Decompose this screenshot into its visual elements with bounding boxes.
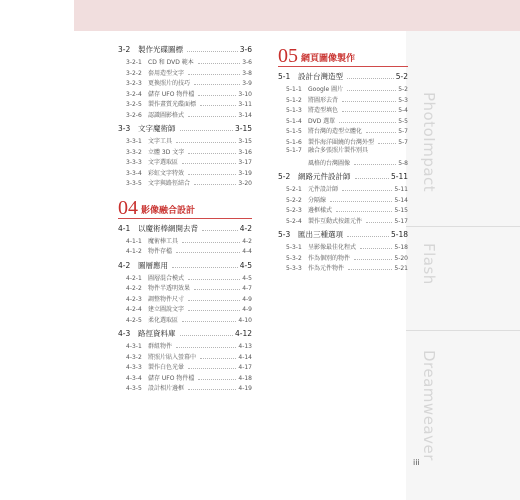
toc-entry[interactable] <box>118 109 252 120</box>
entry-title: 製作畫質光碟面標 <box>148 101 197 108</box>
dot-leader <box>176 245 240 253</box>
entry-number: 4-3-3 <box>126 364 142 371</box>
chapter-title: 網頁圖像製作 <box>301 54 356 64</box>
entry-number: 3-3-3 <box>126 159 142 166</box>
toc-entry[interactable] <box>118 98 252 109</box>
toc-entry[interactable] <box>118 77 252 88</box>
side-tab-flash: Flash <box>420 243 438 285</box>
toc-entry[interactable] <box>278 125 408 136</box>
toc-entry[interactable] <box>278 241 408 252</box>
entry-number: 5-1-4 <box>286 117 302 125</box>
dot-leader <box>194 77 240 85</box>
page-ref: 3-14 <box>238 111 252 119</box>
toc-entry[interactable] <box>278 204 408 215</box>
page-ref: 4-10 <box>238 316 252 324</box>
dot-leader <box>354 252 392 260</box>
toc-entry[interactable] <box>118 303 252 314</box>
entry-title: 元件設計師 <box>308 186 339 193</box>
section-number: 5-2 <box>278 172 291 181</box>
dot-leader <box>336 204 392 212</box>
entry-title: 魔術棒工具 <box>148 237 179 245</box>
dot-leader <box>188 361 236 369</box>
toc-entry[interactable] <box>118 382 252 393</box>
chapter-title: 影像融合設計 <box>141 205 196 216</box>
entry-title: 製作互動式按鈕元件 <box>308 217 363 225</box>
dot-leader <box>198 372 236 380</box>
entry-title: 文字工具 <box>148 138 173 145</box>
dot-leader <box>188 67 240 75</box>
dot-leader <box>360 241 392 249</box>
entry-number: 5-1-2 <box>286 96 302 104</box>
entry-number: 3-2-5 <box>126 101 142 108</box>
toc-entry[interactable] <box>118 235 252 246</box>
toc-entry[interactable] <box>278 136 408 147</box>
entry-number: 4-3-1 <box>126 343 142 350</box>
page-ref: 5-11 <box>394 186 408 193</box>
entry-number: 4-1-1 <box>126 237 142 245</box>
page-number: iii <box>413 458 420 467</box>
entry-number: 5-3-1 <box>286 244 302 251</box>
entry-title: 分隔線 <box>308 196 327 204</box>
toc-section[interactable] <box>278 171 408 183</box>
entry-title: Google 圖片 <box>308 86 344 93</box>
entry-title: 將照片貼入螢幕中 <box>148 353 197 361</box>
toc-entry[interactable] <box>118 314 252 325</box>
dot-leader <box>176 135 236 143</box>
entry-number: 3-3-2 <box>126 148 142 156</box>
dot-leader <box>172 260 238 268</box>
page-ref: 4-13 <box>238 343 252 350</box>
entry-title: 物件存檔 <box>148 248 173 255</box>
page-ref: 5-11 <box>390 172 408 181</box>
entry-title: 將圖形去背 <box>308 96 339 104</box>
chapter-heading <box>118 196 252 219</box>
section-title: 匯出三種選項 <box>298 230 343 239</box>
page-ref: 5-15 <box>394 207 408 214</box>
entry-title: 邊框樣式 <box>308 207 333 214</box>
entry-number: 3-3-5 <box>126 180 142 187</box>
entry-number: 4-2-1 <box>126 274 142 282</box>
dot-leader <box>188 272 240 280</box>
entry-number: 4-1-2 <box>126 248 142 255</box>
toc-entry[interactable] <box>118 56 252 67</box>
side-tab-photoimpact: PhotoImpact <box>420 92 438 193</box>
dot-leader <box>180 123 233 131</box>
page-ref: 5-18 <box>394 244 408 251</box>
dot-leader <box>348 262 392 270</box>
entry-title: 認識圖影格式 <box>148 111 185 119</box>
entry-number: 4-3-5 <box>126 385 142 392</box>
dot-leader <box>200 98 236 106</box>
page-ref: 3-8 <box>242 69 252 77</box>
entry-number: 5-1-5 <box>286 128 302 135</box>
page-ref: 5-20 <box>394 254 408 262</box>
entry-number: 5-2-3 <box>286 207 302 214</box>
page-ref: 4-14 <box>238 353 252 361</box>
toc-section[interactable] <box>278 71 408 83</box>
toc-right-column <box>278 36 408 273</box>
entry-number: 5-1-1 <box>286 86 302 93</box>
entry-number: 4-2-3 <box>126 295 142 303</box>
page-ref: 4-2 <box>239 223 252 233</box>
tab-divider <box>406 330 520 331</box>
page-ref: 5-17 <box>394 217 408 225</box>
toc-entry[interactable] <box>118 88 252 99</box>
section-title: 圖層應用 <box>138 260 168 270</box>
chapter-number: 04 <box>118 196 138 219</box>
entry-title: 彩虹文字特效 <box>148 169 185 177</box>
dot-leader <box>182 314 236 322</box>
entry-title: 建立圖說文字 <box>148 306 185 313</box>
page-ref: 4-17 <box>238 364 252 371</box>
section-number: 3-2 <box>118 45 131 54</box>
entry-number: 5-3-2 <box>286 254 302 262</box>
dot-leader <box>182 156 236 164</box>
page-ref: 3-9 <box>242 80 252 87</box>
toc-entry[interactable] <box>278 94 408 105</box>
toc-entry[interactable] <box>278 183 408 194</box>
toc-entry[interactable] <box>118 135 252 146</box>
entry-title: 將台灣的造型立體化 <box>308 128 363 135</box>
entry-number: 5-2-2 <box>286 196 302 204</box>
toc-entry[interactable] <box>278 146 408 157</box>
entry-number: 4-2-2 <box>126 285 142 292</box>
entry-number: 3-3-4 <box>126 169 142 177</box>
section-number: 3-3 <box>118 124 131 133</box>
entry-title: 呈影像最佳化程式 <box>308 244 357 251</box>
entry-number: 5-1-3 <box>286 107 302 114</box>
entry-number: 3-2-1 <box>126 59 142 66</box>
page-ref: 3-17 <box>238 159 252 166</box>
section-number: 4-1 <box>118 223 131 233</box>
page-ref: 3-6 <box>239 45 252 54</box>
entry-title: 圖層混合模式 <box>148 274 185 282</box>
page-ref: 5-18 <box>390 230 408 239</box>
toc-entry[interactable] <box>118 272 252 283</box>
toc-entry[interactable] <box>118 351 252 362</box>
dot-leader <box>342 94 396 102</box>
entry-title: 製作海洋圍繞的台灣外型 <box>308 138 375 146</box>
entry-number: 5-2-4 <box>286 217 302 225</box>
toc-entry[interactable] <box>278 104 408 115</box>
page-ref: 4-19 <box>238 385 252 392</box>
entry-title: 儲存 UFO 物件檔 <box>148 90 195 98</box>
page-ref: 5-7 <box>398 138 408 146</box>
toc-section[interactable] <box>118 44 252 56</box>
entry-title: 製作白色光暈 <box>148 364 185 371</box>
entry-title: 作為元件物件 <box>308 265 345 272</box>
entry-number: 3-2-3 <box>126 80 142 87</box>
page-ref: 4-5 <box>239 260 252 270</box>
page-ref: 5-14 <box>394 196 408 204</box>
page-ref: 3-6 <box>242 59 252 66</box>
entry-title: 群組物件 <box>148 343 173 350</box>
page-ref: 4-4 <box>242 248 252 255</box>
page-ref: 3-15 <box>234 124 252 133</box>
entry-title: CD 和 DVD 範本 <box>148 59 194 66</box>
page-ref: 3-15 <box>238 138 252 145</box>
dot-leader <box>180 328 233 336</box>
entry-number: 4-3-4 <box>126 374 142 382</box>
dot-leader <box>194 282 240 290</box>
toc-entry[interactable] <box>278 157 408 168</box>
entry-title: 融合多張照片製作別具 <box>308 147 369 154</box>
side-tab-dreamweaver: Dreamweaver <box>420 350 438 461</box>
entry-title: 調整物件尺寸 <box>148 295 185 303</box>
toc-entry[interactable] <box>118 167 252 178</box>
dot-leader <box>187 44 238 52</box>
section-title: 製作光碟圖標 <box>138 45 183 54</box>
toc-entry[interactable] <box>278 83 408 94</box>
page-ref: 4-18 <box>238 374 252 382</box>
entry-title: 套用造型文字 <box>148 69 185 77</box>
chapter-number: 05 <box>278 45 298 67</box>
toc-entry[interactable] <box>118 67 252 78</box>
dot-leader <box>194 177 236 185</box>
toc-entry[interactable] <box>118 245 252 256</box>
page-ref: 5-7 <box>398 128 408 135</box>
dot-leader <box>347 83 396 91</box>
page-ref: 4-9 <box>242 295 252 303</box>
page-ref: 4-2 <box>242 237 252 245</box>
dot-leader <box>188 146 236 154</box>
entry-title: 文字與路徑結合 <box>148 180 191 187</box>
entry-number: 5-1-6 <box>286 138 302 146</box>
dot-leader <box>366 125 396 133</box>
section-title: 文字魔術師 <box>138 124 176 133</box>
page-ref: 5-21 <box>394 265 408 272</box>
toc-entry[interactable] <box>118 340 252 351</box>
entry-number: 4-3-2 <box>126 353 142 361</box>
toc-entry[interactable] <box>118 282 252 293</box>
toc-section[interactable] <box>118 260 252 272</box>
dot-leader <box>342 104 396 112</box>
toc-section[interactable] <box>118 223 252 235</box>
page-ref: 4-12 <box>234 329 252 338</box>
entry-number: 4-2-4 <box>126 306 142 313</box>
toc-entry[interactable] <box>118 146 252 157</box>
dot-leader <box>339 115 396 123</box>
dot-leader <box>198 88 236 96</box>
dot-leader <box>355 171 389 179</box>
entry-title: 立體 3D 文字 <box>148 148 185 156</box>
toc-entry[interactable] <box>278 194 408 205</box>
dot-leader <box>378 136 396 144</box>
page-ref: 5-2 <box>398 86 408 93</box>
dot-leader <box>342 183 392 191</box>
dot-leader <box>354 157 396 165</box>
dot-leader <box>188 382 236 390</box>
entry-title: 柔化選取區 <box>148 316 179 324</box>
page-ref: 3-10 <box>238 90 252 98</box>
page-ref: 3-16 <box>238 148 252 156</box>
toc-section[interactable] <box>118 123 252 135</box>
section-title: 路徑資料庫 <box>138 329 176 338</box>
entry-title: DVD 選單 <box>308 117 336 125</box>
page-ref: 3-20 <box>238 180 252 187</box>
section-title: 網路元件設計師 <box>298 172 351 181</box>
dot-leader <box>188 167 236 175</box>
toc-entry[interactable] <box>278 252 408 263</box>
dot-leader <box>330 194 392 202</box>
dot-leader <box>188 293 240 301</box>
toc-entry[interactable] <box>118 156 252 167</box>
entry-number: 5-1-7 <box>286 147 302 154</box>
entry-number: 5-2-1 <box>286 186 302 193</box>
tab-divider <box>406 226 520 227</box>
page-ref: 4-9 <box>242 306 252 313</box>
entry-number: 3-3-1 <box>126 138 142 145</box>
dot-leader <box>347 229 389 237</box>
entry-number: 3-2-6 <box>126 111 142 119</box>
entry-title: 風格的台灣圖像 <box>308 159 351 167</box>
dot-leader <box>188 303 240 311</box>
dot-leader <box>188 109 236 117</box>
entry-title: 設計相片邊框 <box>148 385 185 392</box>
entry-number: 3-2-2 <box>126 69 142 77</box>
section-number: 4-2 <box>118 260 131 270</box>
entry-title: 物件半透明效果 <box>148 285 191 292</box>
toc-section[interactable] <box>278 229 408 241</box>
section-title: 設計台灣造型 <box>298 72 343 81</box>
section-title: 以魔術棒網開去背 <box>138 223 198 233</box>
page-ref: 5-8 <box>398 159 408 167</box>
entry-title: 儲存 UFO 物件檔 <box>148 374 195 382</box>
toc-left-column <box>118 40 252 393</box>
toc-entry[interactable] <box>118 361 252 372</box>
toc-entry[interactable] <box>118 293 252 304</box>
toc-entry[interactable] <box>278 262 408 273</box>
entry-number: 4-2-5 <box>126 316 142 324</box>
page-ref: 4-7 <box>242 285 252 292</box>
dot-leader <box>176 340 236 348</box>
entry-title: 將造型填色 <box>308 107 339 114</box>
page-ref: 3-11 <box>238 101 252 108</box>
page-ref: 5-5 <box>398 117 408 125</box>
dot-leader <box>366 215 392 223</box>
toc-entry[interactable] <box>278 215 408 226</box>
dot-leader <box>347 71 394 79</box>
page-ref: 3-19 <box>238 169 252 177</box>
section-number: 5-1 <box>278 72 291 81</box>
entry-title: 文字選取區 <box>148 159 179 166</box>
entry-title: 更換照片的技巧 <box>148 80 191 87</box>
entry-number: 5-3-3 <box>286 265 302 272</box>
toc-entry[interactable] <box>118 372 252 383</box>
dot-leader <box>198 56 240 64</box>
dot-leader <box>182 235 240 243</box>
toc-entry[interactable] <box>278 115 408 126</box>
chapter-heading <box>278 44 408 67</box>
page-ref: 5-4 <box>398 107 408 114</box>
entry-title: 作為個別的物件 <box>308 254 351 262</box>
page-ref: 5-3 <box>398 96 408 104</box>
toc-entry[interactable] <box>118 177 252 188</box>
page-ref: 4-5 <box>242 274 252 282</box>
page-ref: 5-2 <box>395 72 408 81</box>
dot-leader <box>200 351 236 359</box>
entry-number: 3-2-4 <box>126 90 142 98</box>
header-band <box>74 0 520 31</box>
section-number: 5-3 <box>278 230 291 239</box>
dot-leader <box>202 223 238 231</box>
toc-section[interactable] <box>118 328 252 340</box>
section-number: 4-3 <box>118 329 131 338</box>
